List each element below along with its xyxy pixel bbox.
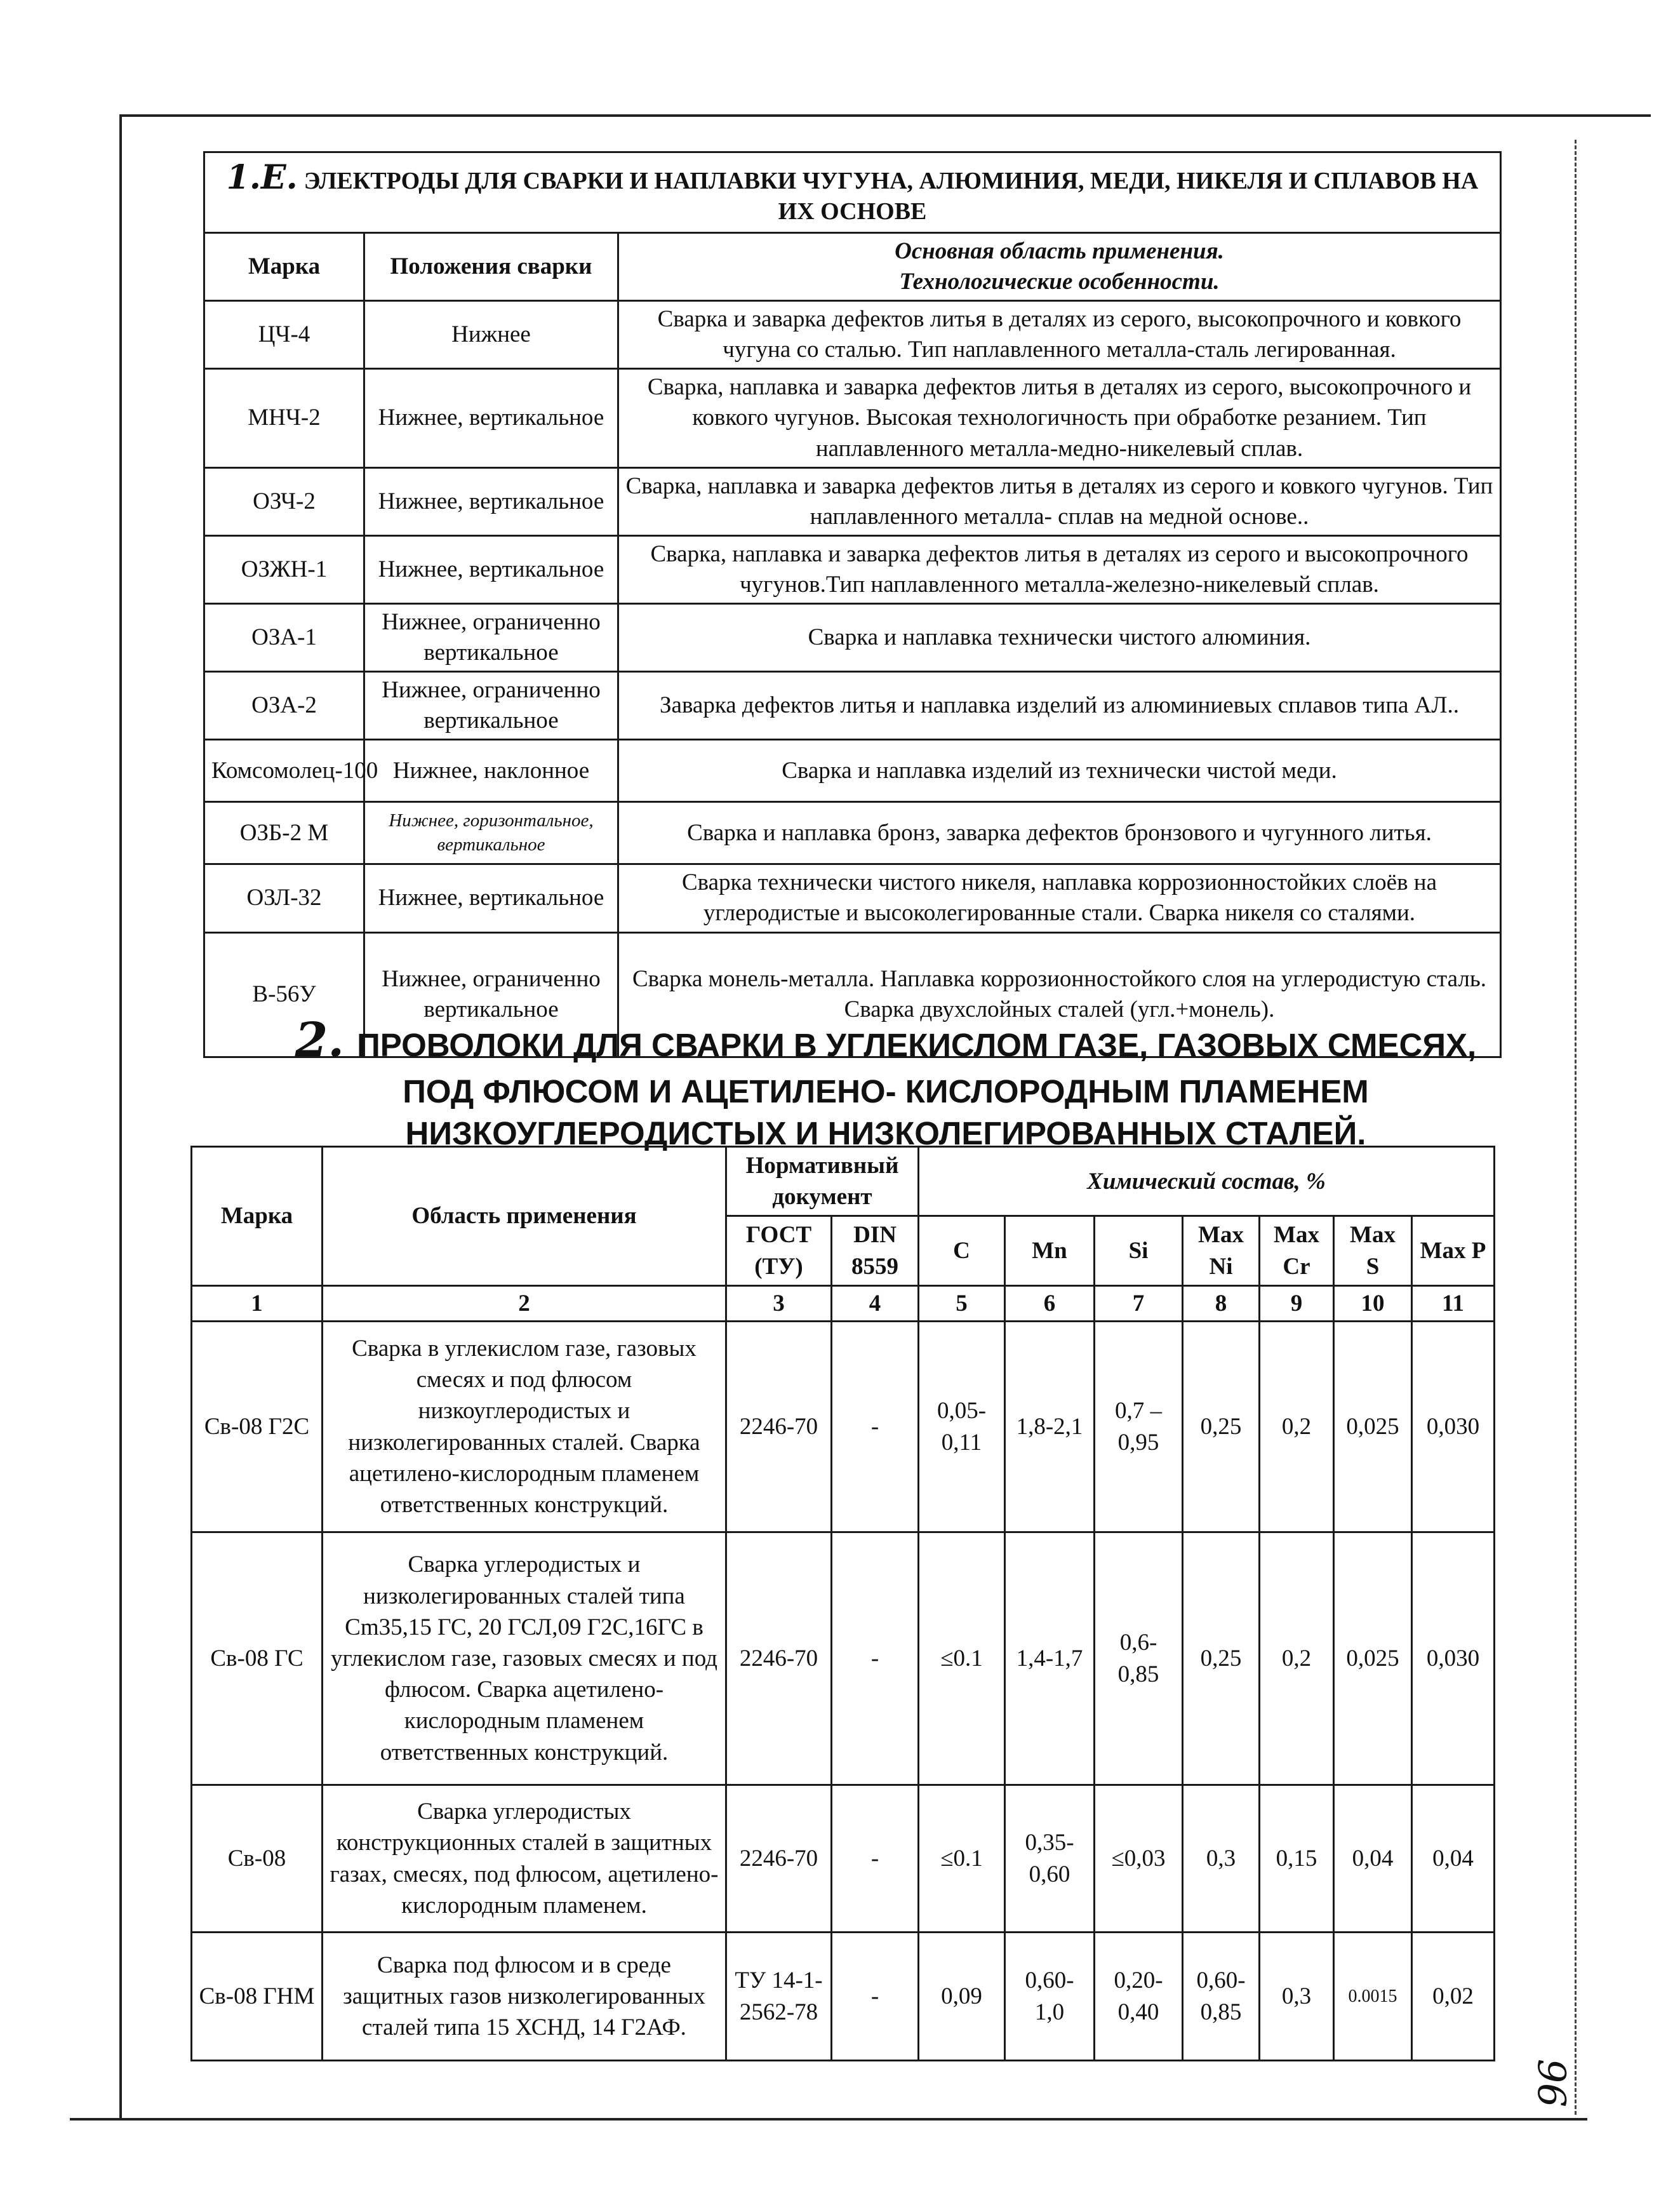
header-position: Положения сварки (364, 232, 618, 300)
row-din: - (832, 1933, 919, 2061)
header-si: Si (1095, 1216, 1183, 1285)
row-c: ≤0.1 (919, 1785, 1005, 1933)
row-position: Нижнее, вертикальное (364, 467, 618, 535)
row-mark: ОЗА-2 (204, 672, 364, 740)
column-number-row (192, 1285, 1495, 1321)
row-si: ≤0,03 (1095, 1785, 1183, 1933)
header-mark: Марка (204, 232, 364, 300)
section2-title-line2: ПОД ФЛЮСОМ И АЦЕТИЛЕНО- КИСЛОРОДНЫМ ПЛАМЕНЕМ (403, 1073, 1369, 1110)
column-number: 8 (1183, 1285, 1260, 1321)
electrodes-table (203, 151, 1502, 1058)
row-position: Нижнее, вертикальное (364, 535, 618, 603)
table-row (204, 467, 1501, 535)
row-mark: ОЗЧ-2 (204, 467, 364, 535)
table-row (192, 1785, 1495, 1933)
row-usage: Сварка монель-металла. Наплавка коррозионностойкого слоя на углеродистую сталь. Сварка двухслойных сталей (угл.+монель). (618, 932, 1501, 1057)
row-mark: ОЗЛ-32 (204, 864, 364, 932)
row-mn: 1,8-2,1 (1005, 1322, 1095, 1532)
row-c: 0,05-0,11 (919, 1322, 1005, 1532)
table-row (192, 1322, 1495, 1532)
row-mark: ОЗБ-2 М (204, 802, 364, 864)
row-mark: ЦЧ-4 (204, 301, 364, 369)
header-chem: Химический состав, % (919, 1147, 1495, 1216)
row-usage: Сварка и наплавка изделий из технически чистой меди. (618, 740, 1501, 802)
header-gost: ГОСТ (ТУ) (726, 1216, 832, 1285)
section1-title: ЭЛЕКТРОДЫ ДЛЯ СВАРКИ И НАПЛАВКИ ЧУГУНА, АЛЮМИНИЯ, МЕДИ, НИКЕЛЯ И СПЛАВОВ НА ИХ ОСНОВЕ (303, 168, 1479, 225)
column-number: 9 (1260, 1285, 1334, 1321)
row-mn: 1,4-1,7 (1005, 1532, 1095, 1785)
column-number: 4 (832, 1285, 919, 1321)
header-ni: Max Ni (1183, 1216, 1260, 1285)
row-mn: 0,60-1,0 (1005, 1933, 1095, 2061)
page-frame-top (121, 114, 1651, 117)
row-usage: Сварка и заварка дефектов литья в деталях из серого, высокопрочного и ковкого чугуна со сталью. Тип наплавленного металла-сталь легированная. (618, 301, 1501, 369)
row-gost: ТУ 14-1-2562-78 (726, 1933, 832, 2061)
row-ni: 0,3 (1183, 1785, 1260, 1933)
row-usage: Сварка углеродистых и низколегированных сталей типа Cm35,15 ГС, 20 ГСЛ,09 Г2С,16ГС в углекислом газе, газовых смесях и под флюсом. Сварка ацетилено-кислородным пламенем ответственных конструкций. (323, 1532, 726, 1785)
row-mark: МНЧ-2 (204, 369, 364, 467)
row-position: Нижнее, ограниченно вертикальное (364, 672, 618, 740)
header-norm-doc: Нормативный документ (726, 1147, 919, 1216)
row-position: Нижнее, вертикальное (364, 864, 618, 932)
row-p: 0,030 (1412, 1532, 1495, 1785)
row-si: 0,20-0,40 (1095, 1933, 1183, 2061)
header-c: C (919, 1216, 1005, 1285)
page-number: 96 (1529, 2058, 1574, 2108)
row-position: Нижнее, наклонное (364, 740, 618, 802)
section2-number: 2. (295, 1013, 345, 1068)
row-position: Нижнее, вертикальное (364, 369, 618, 467)
row-cr: 0,2 (1260, 1322, 1334, 1532)
header-din: DIN 8559 (832, 1216, 919, 1285)
column-number: 1 (192, 1285, 323, 1321)
row-mark: Комсомолец-100 (204, 740, 364, 802)
table-row (204, 604, 1501, 672)
row-din: - (832, 1532, 919, 1785)
header-usage-line2: Технологические особенности. (899, 269, 1220, 295)
column-number: 5 (919, 1285, 1005, 1321)
row-mark: Св-08 ГНМ (192, 1933, 323, 2061)
row-si: 0,6-0,85 (1095, 1532, 1183, 1785)
page-frame-left (119, 114, 122, 2118)
row-cr: 0,2 (1260, 1532, 1334, 1785)
row-s: 0,025 (1334, 1322, 1412, 1532)
row-gost: 2246-70 (726, 1322, 832, 1532)
row-position: Нижнее, ограниченно вертикальное (364, 932, 618, 1057)
row-cr: 0,3 (1260, 1933, 1334, 2061)
table-row (204, 672, 1501, 740)
header-p: Max P (1412, 1216, 1495, 1285)
header-usage-line1: Основная область применения. (895, 238, 1224, 264)
row-mark: ОЗА-1 (204, 604, 364, 672)
table-row (204, 740, 1501, 802)
row-c: 0,09 (919, 1933, 1005, 2061)
row-mark: Св-08 (192, 1785, 323, 1933)
row-s: 0,04 (1334, 1785, 1412, 1933)
row-usage: Сварка и наплавка технически чистого алюминия. (618, 604, 1501, 672)
row-position: Нижнее (364, 301, 618, 369)
row-p: 0,04 (1412, 1785, 1495, 1933)
header-usage (618, 232, 1501, 300)
table-row (192, 1933, 1495, 2061)
row-gost: 2246-70 (726, 1532, 832, 1785)
column-number: 6 (1005, 1285, 1095, 1321)
section2-title-line1: 2. ПРОВОЛОКИ ДЛЯ СВАРКИ В УГЛЕКИСЛОМ ГАЗЕ, ГАЗОВЫХ СМЕСЯХ, (295, 1013, 1477, 1068)
section2-heading (267, 1010, 1505, 1155)
row-usage: Сварка, наплавка и заварка дефектов литья в деталях из серого и ковкого чугунов. Тип наплавленного металла- сплав на медной основе.. (618, 467, 1501, 535)
row-position: Нижнее, горизонтальное, вертикальное (364, 802, 618, 864)
table-row (204, 864, 1501, 932)
row-mark: В-56У (204, 932, 364, 1057)
page-frame-bottom (70, 2118, 1587, 2121)
row-usage: Сварка и наплавка бронз, заварка дефектов бронзового и чугунного литья. (618, 802, 1501, 864)
table-row (204, 802, 1501, 864)
column-number: 10 (1334, 1285, 1412, 1321)
header-s: Max S (1334, 1216, 1412, 1285)
row-s: 0.0015 (1334, 1933, 1412, 2061)
row-usage: Сварка, наплавка и заварка дефектов литья в деталях из серого и высокопрочного чугунов.Тип наплавленного металла-железно-никелевый сплав. (618, 535, 1501, 603)
header-usage: Область применения (323, 1147, 726, 1286)
table-row (204, 369, 1501, 467)
row-gost: 2246-70 (726, 1785, 832, 1933)
row-mark: ОЗЖН-1 (204, 535, 364, 603)
row-c: ≤0.1 (919, 1532, 1005, 1785)
row-mark: Св-08 ГС (192, 1532, 323, 1785)
row-position: Нижнее, ограниченно вертикальное (364, 604, 618, 672)
table-row (204, 301, 1501, 369)
row-ni: 0,25 (1183, 1322, 1260, 1532)
header-mark: Марка (192, 1147, 323, 1286)
row-usage: Сварка в углекислом газе, газовых смесях и под флюсом низкоуглеродистых и низколегированных сталей. Сварка ацетилено-кислородным пламенем ответственных конструкций. (323, 1322, 726, 1532)
row-din: - (832, 1785, 919, 1933)
row-usage: Сварка под флюсом и в среде защитных газов низколегированных сталей типа 15 ХСНД, 14 Г2АФ. (323, 1933, 726, 2061)
page-frame-right (1575, 140, 1577, 2115)
column-number: 11 (1412, 1285, 1495, 1321)
row-usage: Сварка углеродистых конструкционных сталей в защитных газах, смесях, под флюсом, ацетилено-кислородным пламенем. (323, 1785, 726, 1933)
header-mn: Mn (1005, 1216, 1095, 1285)
row-usage: Сварка технически чистого никеля, наплавка коррозионностойких слоёв на углеродистые и высоколегированные стали. Сварка никеля со сталями. (618, 864, 1501, 932)
row-din: - (832, 1322, 919, 1532)
row-ni: 0,25 (1183, 1532, 1260, 1785)
row-s: 0,025 (1334, 1532, 1412, 1785)
column-number: 2 (323, 1285, 726, 1321)
column-number: 7 (1095, 1285, 1183, 1321)
column-number: 3 (726, 1285, 832, 1321)
row-usage: Сварка, наплавка и заварка дефектов литья в деталях из серого, высокопрочного и ковкого чугунов. Высокая технологичность при обработке резанием. Тип наплавленного металла-медно-никелевый сплав. (618, 369, 1501, 467)
row-usage: Заварка дефектов литья и наплавка изделий из алюминиевых сплавов типа АЛ.. (618, 672, 1501, 740)
row-si: 0,7 – 0,95 (1095, 1322, 1183, 1532)
row-p: 0,030 (1412, 1322, 1495, 1532)
row-p: 0,02 (1412, 1933, 1495, 2061)
row-cr: 0,15 (1260, 1785, 1334, 1933)
table-row (204, 535, 1501, 603)
header-cr: Max Cr (1260, 1216, 1334, 1285)
row-mark: Св-08 Г2С (192, 1322, 323, 1532)
section1-title-cell (204, 152, 1501, 233)
row-mn: 0,35-0,60 (1005, 1785, 1095, 1933)
section2-title-line3: НИЗКОУГЛЕРОДИСТЫХ И НИЗКОЛЕГИРОВАННЫХ СТАЛЕЙ. (405, 1115, 1366, 1152)
table-row (192, 1532, 1495, 1785)
wires-table (190, 1146, 1495, 2061)
row-ni: 0,60-0,85 (1183, 1933, 1260, 2061)
section1-number: 1.Е. (226, 158, 298, 197)
